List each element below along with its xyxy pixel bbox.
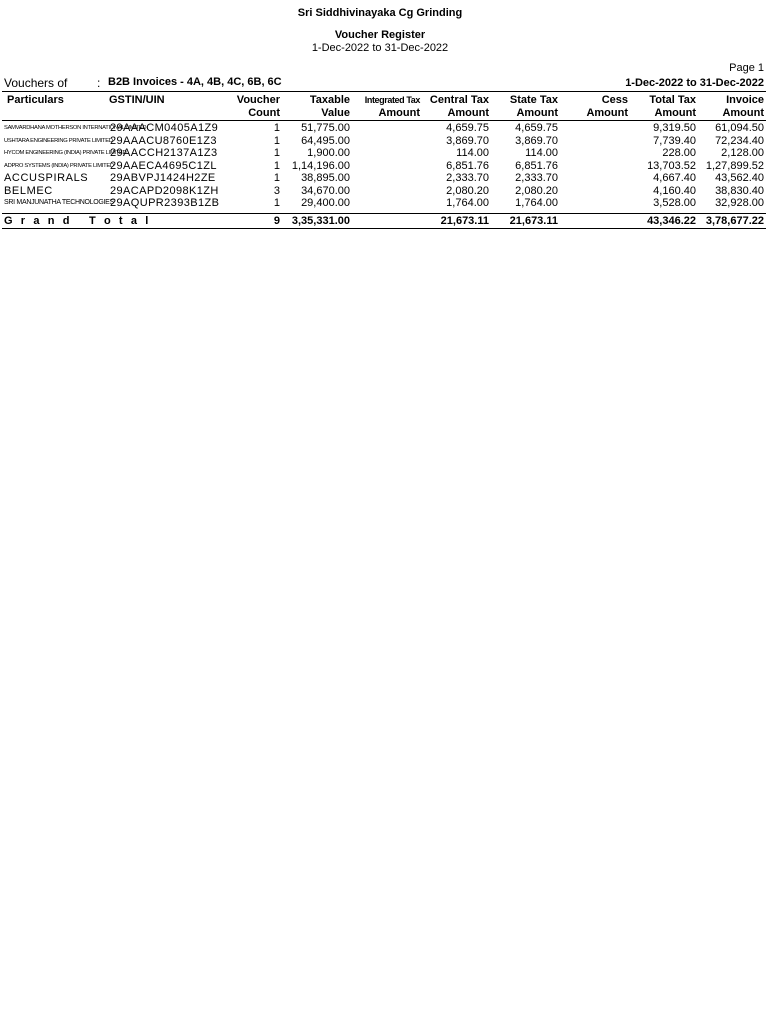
row-count: 3 xyxy=(273,184,280,197)
column-invoice-amount xyxy=(706,122,764,210)
row-total-tax: 4,667.40 xyxy=(653,172,696,184)
report-title: Voucher Register xyxy=(334,29,426,41)
header-cess-line2: Amount xyxy=(586,107,628,119)
vouchers-of-label: Vouchers of xyxy=(4,76,68,90)
column-gstin xyxy=(110,122,219,210)
grand-total-central: 21,673.11 xyxy=(440,215,489,227)
row-central: 1,764.00 xyxy=(446,197,489,209)
total-top-rule xyxy=(2,213,766,214)
row-state: 3,869.70 xyxy=(515,134,558,147)
row-gstin: 29AAACM0405A1Z9 xyxy=(110,122,219,134)
row-count: 1 xyxy=(273,147,280,159)
header-taxable-line2: Value xyxy=(321,107,350,119)
row-gstin: 29AAECA4695C1ZL xyxy=(110,159,217,172)
row-taxable: 1,900.00 xyxy=(307,147,350,159)
grand-total-row xyxy=(0,215,768,228)
row-total-tax: 3,528.00 xyxy=(653,197,696,209)
row-state: 2,333.70 xyxy=(515,172,558,184)
row-gstin: 29ACAPD2098K1ZH xyxy=(110,184,219,197)
header-taxable-value xyxy=(310,94,350,120)
row-taxable: 51,775.00 xyxy=(301,122,350,134)
header-top-rule xyxy=(2,91,766,92)
header-central-tax xyxy=(430,94,489,120)
grand-total-total-tax: 43,346.22 xyxy=(647,215,696,227)
row-central: 6,851.76 xyxy=(446,159,489,172)
column-central-tax xyxy=(446,122,489,210)
row-count: 1 xyxy=(273,159,280,172)
header-state-tax xyxy=(510,94,558,120)
row-particulars: SRI MANJUNATHA TECHNOLOGIES xyxy=(4,199,114,206)
row-total-tax: 13,703.52 xyxy=(647,159,696,172)
grand-total-state: 21,673.11 xyxy=(509,215,558,227)
row-invoice: 1,27,899.52 xyxy=(705,159,764,172)
column-voucher-count xyxy=(274,122,280,210)
company-name: Sri Siddhivinayaka Cg Grinding xyxy=(297,7,463,19)
row-count: 1 xyxy=(273,172,280,184)
row-state: 114.00 xyxy=(525,147,558,159)
row-central: 2,080.20 xyxy=(446,184,489,197)
header-total-tax-line2: Amount xyxy=(654,107,696,119)
row-state: 6,851.76 xyxy=(515,159,558,172)
grand-total-taxable: 3,35,331.00 xyxy=(291,215,350,227)
row-gstin: 29AACCH2137A1Z3 xyxy=(110,147,218,159)
header-state-line1: State Tax xyxy=(509,94,558,106)
page-number: Page 1 xyxy=(729,62,764,74)
row-invoice: 72,234.40 xyxy=(715,134,764,147)
header-particulars: Particulars xyxy=(7,94,64,106)
header-cess xyxy=(586,94,628,120)
header-cess-line1: Cess xyxy=(601,94,628,106)
grand-total-count: 9 xyxy=(273,215,280,227)
row-taxable: 29,400.00 xyxy=(301,197,350,209)
row-total-tax: 9,319.50 xyxy=(653,122,696,134)
header-voucher-line1: Voucher xyxy=(236,94,280,106)
report-period: 1-Dec-2022 to 31-Dec-2022 xyxy=(311,42,449,54)
header-state-line2: Amount xyxy=(516,107,558,119)
row-taxable: 64,495.00 xyxy=(301,134,350,147)
row-state: 2,080.20 xyxy=(515,184,558,197)
header-integrated-line1: Integrated Tax xyxy=(364,95,420,105)
column-taxable-value xyxy=(292,122,350,210)
row-invoice: 61,094.50 xyxy=(715,122,764,134)
row-count: 1 xyxy=(273,134,280,147)
row-taxable: 38,895.00 xyxy=(301,172,350,184)
row-particulars: ADPRO SYSTEMS (INDIA) PRIVATE LIMITED xyxy=(4,162,114,169)
row-count: 1 xyxy=(273,122,280,134)
total-bottom-rule xyxy=(2,228,766,229)
header-invoice-line1: Invoice xyxy=(726,94,764,106)
row-particulars: USHTARA ENGINEERING PRIVATE LIMITED xyxy=(4,137,113,144)
row-state: 1,764.00 xyxy=(515,197,558,209)
header-central-line1: Central Tax xyxy=(429,94,489,106)
header-integrated-line2: Amount xyxy=(378,107,420,119)
row-invoice: 2,128.00 xyxy=(721,147,764,159)
row-gstin: 29ABVPJ1424H2ZE xyxy=(110,172,216,184)
row-central: 2,333.70 xyxy=(446,172,489,184)
header-total-tax-line1: Total Tax xyxy=(649,94,696,106)
row-count: 1 xyxy=(273,197,280,209)
header-voucher-line2: Count xyxy=(248,107,280,119)
row-total-tax: 4,160.40 xyxy=(653,184,696,197)
header-central-line2: Amount xyxy=(447,107,489,119)
row-central: 3,869.70 xyxy=(446,134,489,147)
row-particulars: HYCOM ENGINEERING (INDIA) PRIVATE LIMITED xyxy=(4,150,127,156)
row-particulars: BELMEC xyxy=(4,184,53,197)
header-voucher-count xyxy=(237,94,280,120)
header-integrated-tax xyxy=(365,94,420,120)
header-gstin: GSTIN/UIN xyxy=(109,94,165,106)
column-particulars xyxy=(4,122,147,210)
row-invoice: 38,830.40 xyxy=(715,184,764,197)
header-bottom-rule xyxy=(2,120,766,121)
grand-total-invoice: 3,78,677.22 xyxy=(705,215,764,227)
header-taxable-line1: Taxable xyxy=(309,94,350,106)
grand-total-label: G r a n d T o t a l xyxy=(4,215,151,227)
row-particulars: ACCUSPIRALS xyxy=(4,172,89,184)
row-central: 4,659.75 xyxy=(446,122,489,134)
row-invoice: 32,928.00 xyxy=(715,197,764,209)
vouchers-of-colon: : xyxy=(97,76,101,90)
row-central: 114.00 xyxy=(456,147,489,159)
row-state: 4,659.75 xyxy=(515,122,558,134)
row-gstin: 29AAACU8760E1Z3 xyxy=(110,134,217,147)
header-total-tax xyxy=(649,94,696,120)
row-taxable: 1,14,196.00 xyxy=(291,159,350,172)
column-total-tax xyxy=(647,122,696,210)
date-range: 1-Dec-2022 to 31-Dec-2022 xyxy=(625,77,764,89)
row-total-tax: 7,739.40 xyxy=(653,134,696,147)
row-total-tax: 228.00 xyxy=(662,147,696,159)
row-particulars: SAMVARDHANA MOTHERSON INTERNATIONAL LIMITED xyxy=(4,125,147,131)
row-taxable: 34,670.00 xyxy=(301,184,350,197)
header-invoice-line2: Amount xyxy=(722,107,764,119)
row-invoice: 43,562.40 xyxy=(715,172,764,184)
header-invoice xyxy=(722,94,764,120)
column-state-tax xyxy=(515,122,558,210)
row-gstin: 29AQUPR2393B1ZB xyxy=(110,197,220,209)
vouchers-of-value: B2B Invoices - 4A, 4B, 4C, 6B, 6C xyxy=(108,76,282,88)
